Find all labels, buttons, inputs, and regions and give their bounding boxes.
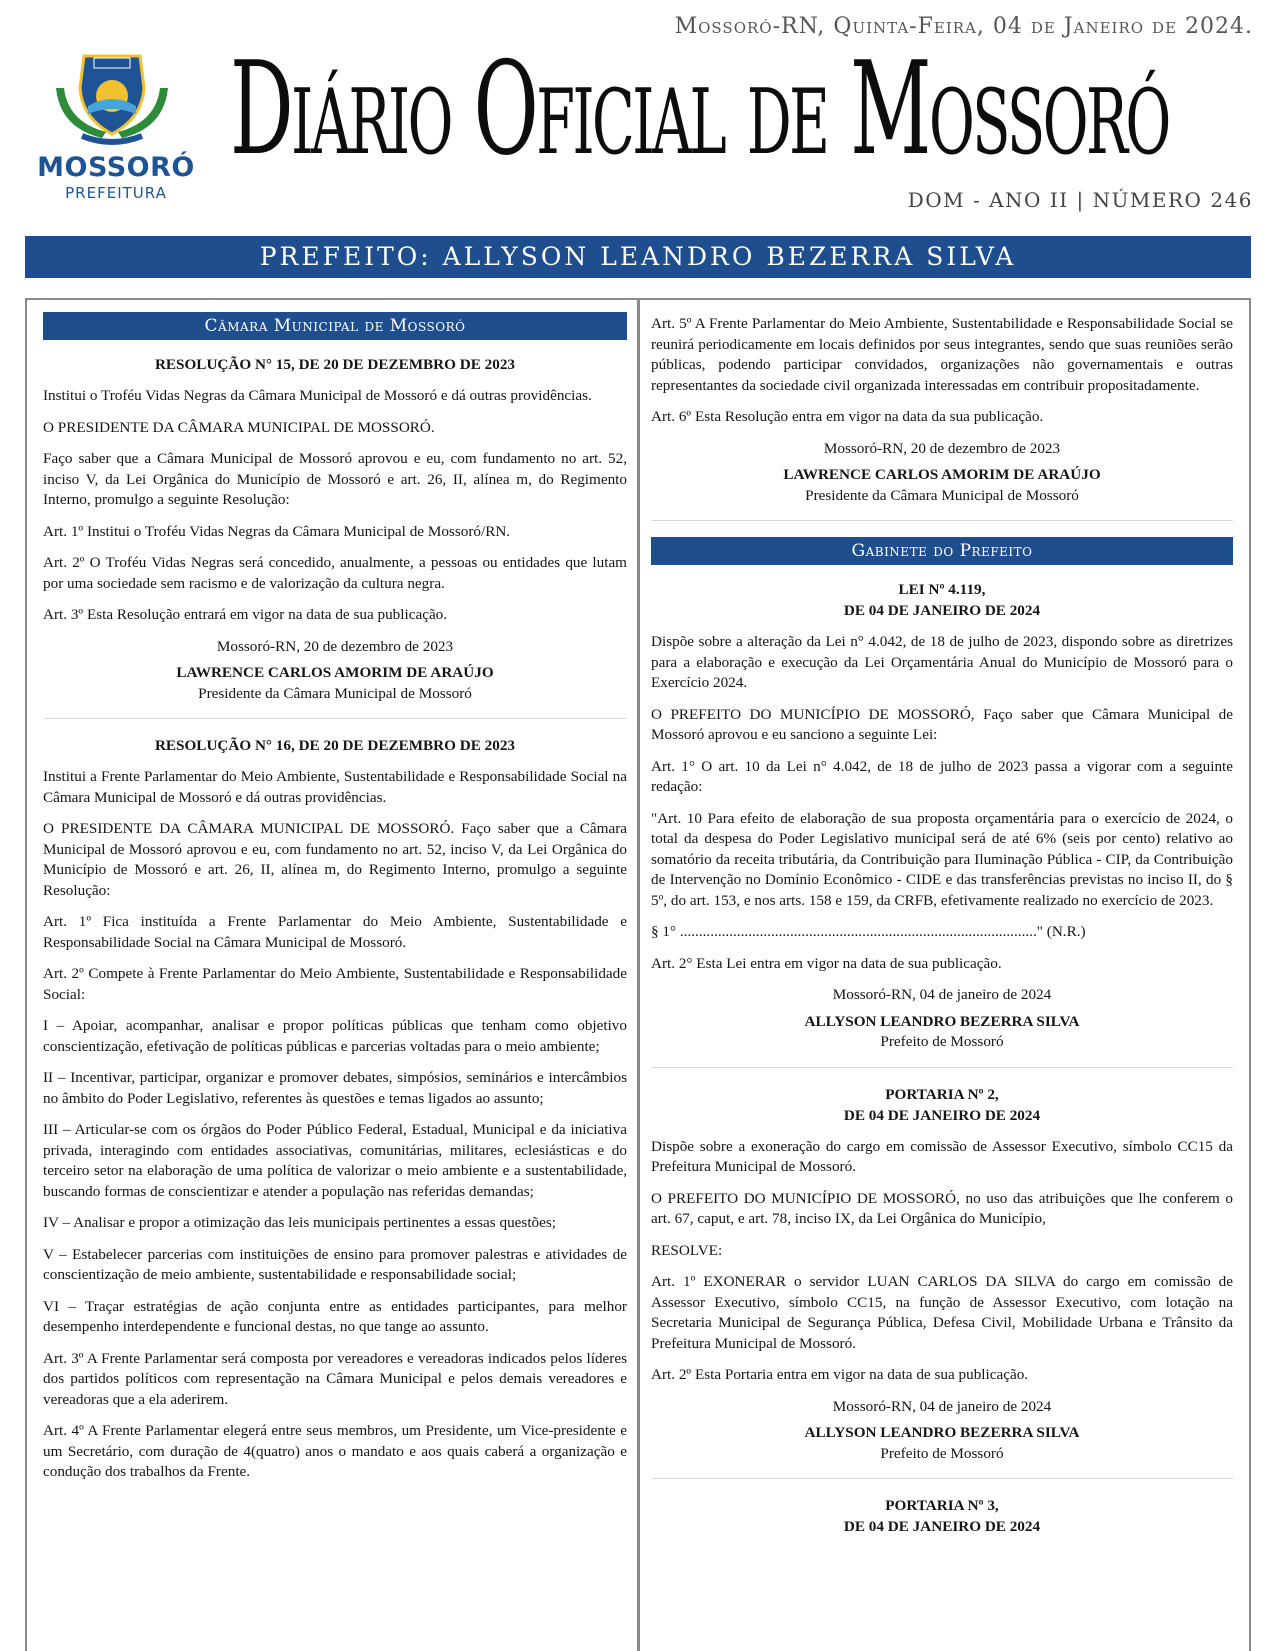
signature-place-date: Mossoró-RN, 04 de janeiro de 2024 [832,986,1052,1003]
logo-subtitle: PREFEITURA [65,184,167,202]
paragraph: Art. 2º O Troféu Vidas Negras será concedido, anualmente, a pessoas ou entidades que lutam por uma sociedade sem racismo e de valorização da cultura negra. [43,554,627,592]
section-camara-heading: Câmara Municipal de Mossoró [43,312,627,340]
divider [651,1478,1233,1479]
signature-place-date: Mossoró-RN, 20 de dezembro de 2023 [823,439,1061,457]
edition-number: DOM - ANO II | NÚMERO 246 [907,188,1253,212]
column-divider [637,298,640,1651]
signature-place-date: Mossoró-RN, 20 de dezembro de 2023 [216,637,454,655]
paragraph: "Art. 10 Para efeito de elaboração de sua proposta orçamentária para o exercício de 2024, o total da despesa do Poder Legislativo municipal será de até 6% (seis por cento) relativo ao somatório da receita tributária, da Contribuição para Iluminação Pública - CIP, da Contribuição de Intervenção no Domínio Econômico - CIDE e das transferências previstas no inciso II, do § 5º, do art. 153, e nos arts. 158 e 159, da CRFB, efetivamente realizado no exercício de 2023. [651,809,1233,909]
paragraph: Art. 4º A Frente Parlamentar elegerá entre seus membros, um Presidente, um Vice-presidente e um Secretário, com duração de 4(quatro) anos o mandato e aos quais caberá a organização e condução dos trabalhos da Frente. [43,1422,627,1480]
paragraph: O PREFEITO DO MUNICÍPIO DE MOSSORÓ, Faço saber que Câmara Municipal de Mossoró aprovou e eu sanciono a seguinte Lei: [651,705,1233,743]
paragraph: V – Estabelecer parcerias com instituições de ensino para promover palestras e atividades de conscientização de meio ambiente, sustentabilidade e responsabilidade social; [43,1245,627,1283]
portaria-3-title [651,1495,1233,1537]
paragraph: O PREFEITO DO MUNICÍPIO DE MOSSORÓ, no uso das atribuições que lhe conferem o art. 67, caput, e art. 78, inciso IX, da Lei Orgânica do Município, [651,1189,1233,1227]
signer-role: Presidente da Câmara Municipal de Mossoró [805,486,1079,504]
paragraph: Dispõe sobre a alteração da Lei n° 4.042, de 18 de julho de 2023, dispondo sobre as diretrizes para a elaboração e execução da Lei Orçamentária Anual do Município de Mossoró para o Exercício 2024. [651,633,1233,691]
paragraph: Art. 6º Esta Resolução entra em vigor na data da sua publicação. [651,408,1044,425]
divider [651,520,1233,521]
title-line: PORTARIA Nº 3, [885,1497,999,1514]
title-line: DE 04 DE JANEIRO DE 2024 [843,1106,1041,1124]
signature-place-date: Mossoró-RN, 04 de janeiro de 2024 [832,1397,1052,1415]
divider [43,718,627,719]
paragraph: II – Incentivar, participar, organizar e promover debates, simpósios, seminários e intercâmbios no âmbito do Poder Legislativo, referentes às questões e temas ligados ao assunto; [43,1069,627,1107]
paragraph: Institui a Frente Parlamentar do Meio Ambiente, Sustentabilidade e Responsabilidade Social na Câmara Municipal de Mossoró e dá outras providências. [43,768,627,806]
resolution-16-title: RESOLUÇÃO N° 16, DE 20 DE DEZEMBRO DE 2023 [154,737,516,754]
logo-city-name: MOSSORÓ [37,152,195,183]
paragraph: Art. 5º A Frente Parlamentar do Meio Ambiente, Sustentabilidade e Responsabilidade Social se reunirá periodicamente em locais definidos por seus integrantes, sendo que suas reuniões serão públicas, podendo participar convidados, organizações não governamentais e outras representantes da sociedade civil organizada interessadas em contribuir propositadamente. [651,315,1233,394]
paragraph: Art. 1° O art. 10 da Lei n° 4.042, de 18 de julho de 2023 passa a vigorar com a seguinte redação: [651,757,1233,795]
paragraph: Art. 2° Esta Lei entra em vigor na data de sua publicação. [651,954,1002,972]
signer-role: Prefeito de Mossoró [880,1033,1004,1050]
paragraph: III – Articular-se com os órgãos do Poder Público Federal, Estadual, Municipal e da iniciativa privada, interagindo com entidades associativas, comunitárias, militares, eclesiásticas e do terceiro setor na elaboração de uma política de valorizar o meio ambiente e a sustentabilidade, buscando formas de conscientizar e atender a população nas referidas demandas; [43,1121,627,1200]
paragraph: Dispõe sobre a exoneração do cargo em comissão de Assessor Executivo, símbolo CC15 da Prefeitura Municipal de Mossoró. [651,1137,1233,1175]
paragraph: Art. 1º Fica instituída a Frente Parlamentar do Meio Ambiente, Sustentabilidade e Responsabilidade Social na Câmara Municipal de Mossoró. [43,913,627,951]
paragraph: O PRESIDENTE DA CÂMARA MUNICIPAL DE MOSSORÓ. Faço saber que a Câmara Municipal de Mossoró aprovou e eu, com fundamento no art. 52, inciso V, da Lei Orgânica do Município de Mossoró e art. 26, II, alínea m, do Regimento Interno, promulgo a seguinte Resolução: [43,820,627,899]
paragraph: Faço saber que a Câmara Municipal de Mossoró aprovou e eu, com fundamento no art. 52, inciso V, da Lei Orgânica do Município de Mossoró e art. 26, II, alínea m, do Regimento Interno, promulgo a seguinte Resolução: [43,450,627,508]
paragraph: Art. 1º Institui o Troféu Vidas Negras da Câmara Municipal de Mossoró/RN. [43,522,511,540]
paragraph: VI – Traçar estratégias de ação conjunta entre as entidades participantes, para melhor desempenho interdependente e funcional destas, no que tange ao assunto. [43,1297,627,1335]
signer-name: LAWRENCE CARLOS AMORIM DE ARAÚJO [783,466,1101,483]
paragraph: I – Apoiar, acompanhar, analisar e propor políticas públicas que tenham como objetivo conscientização, efetivação de políticas públicas e parcerias voltadas para o meio ambiente; [43,1017,627,1055]
paragraph: Art. 2º Esta Portaria entra em vigor na data de sua publicação. [651,1366,1029,1383]
signer-name: ALLYSON LEANDRO BEZERRA SILVA [804,1424,1080,1441]
title-line: PORTARIA Nº 2, [885,1085,999,1103]
paragraph: RESOLVE: [651,1241,723,1259]
publication-date: Mossoró-RN, Quinta-Feira, 04 de Janeiro de 2024. [674,14,1253,39]
signer-name: LAWRENCE CARLOS AMORIM DE ARAÚJO [176,664,494,681]
paragraph: Institui o Troféu Vidas Negras da Câmara Municipal de Mossoró e dá outras providências. [43,387,592,404]
title-line: DE 04 DE JANEIRO DE 2024 [843,602,1041,619]
lei-4119-title [651,579,1233,621]
portaria-2-title [651,1084,1233,1126]
paragraph: Art. 3º A Frente Parlamentar será composta por vereadores e vereadoras indicados pelos líderes dos partidos políticos com representação na Câmara Municipal e pelos demais vereadores e vereadoras que a ela aderirem. [43,1349,627,1408]
paragraph: O PRESIDENTE DA CÂMARA MUNICIPAL DE MOSSORÓ. [43,418,435,436]
section-gabinete-heading: Gabinete do Prefeito [651,537,1233,565]
resolution-15-title: RESOLUÇÃO N° 15, DE 20 DE DEZEMBRO DE 2023 [154,356,516,373]
signer-role: Prefeito de Mossoró [880,1444,1004,1462]
paragraph: Art. 1º EXONERAR o servidor LUAN CARLOS DA SILVA do cargo em comissão de Assessor Executivo, símbolo CC15, na função de Assessor Executivo, com lotação na Secretaria Municipal de Segurança Pública, Defesa Civil, Mobilidade Urbana e Trânsito da Prefeitura Municipal de Mossoró. [651,1273,1233,1352]
divider [651,1067,1233,1068]
signer-role: Presidente da Câmara Municipal de Mossoró [198,684,472,702]
paragraph: IV – Analisar e propor a otimização das leis municipais pertinentes a essas questões; [43,1214,556,1231]
left-column [43,312,627,1494]
paragraph: Art. 3º Esta Resolução entrará em vigor na data de sua publicação. [43,606,448,623]
coat-of-arms-icon [52,48,172,148]
newspaper-masthead: Diário Oficial de Mossoró [230,35,1169,184]
paragraph: Art. 2º Compete à Frente Parlamentar do Meio Ambiente, Sustentabilidade e Responsabilidade Social: [43,965,627,1003]
prefeitura-logo [26,48,206,208]
right-column [651,314,1233,1548]
paragraph: § 1° .............................................................................................." (N.R.) [651,923,1086,940]
title-line: DE 04 DE JANEIRO DE 2024 [843,1518,1041,1535]
signer-name: ALLYSON LEANDRO BEZERRA SILVA [804,1012,1080,1030]
mayor-banner: PREFEITO: ALLYSON LEANDRO BEZERRA SILVA [25,236,1251,278]
title-line: LEI Nº 4.119, [898,581,986,598]
